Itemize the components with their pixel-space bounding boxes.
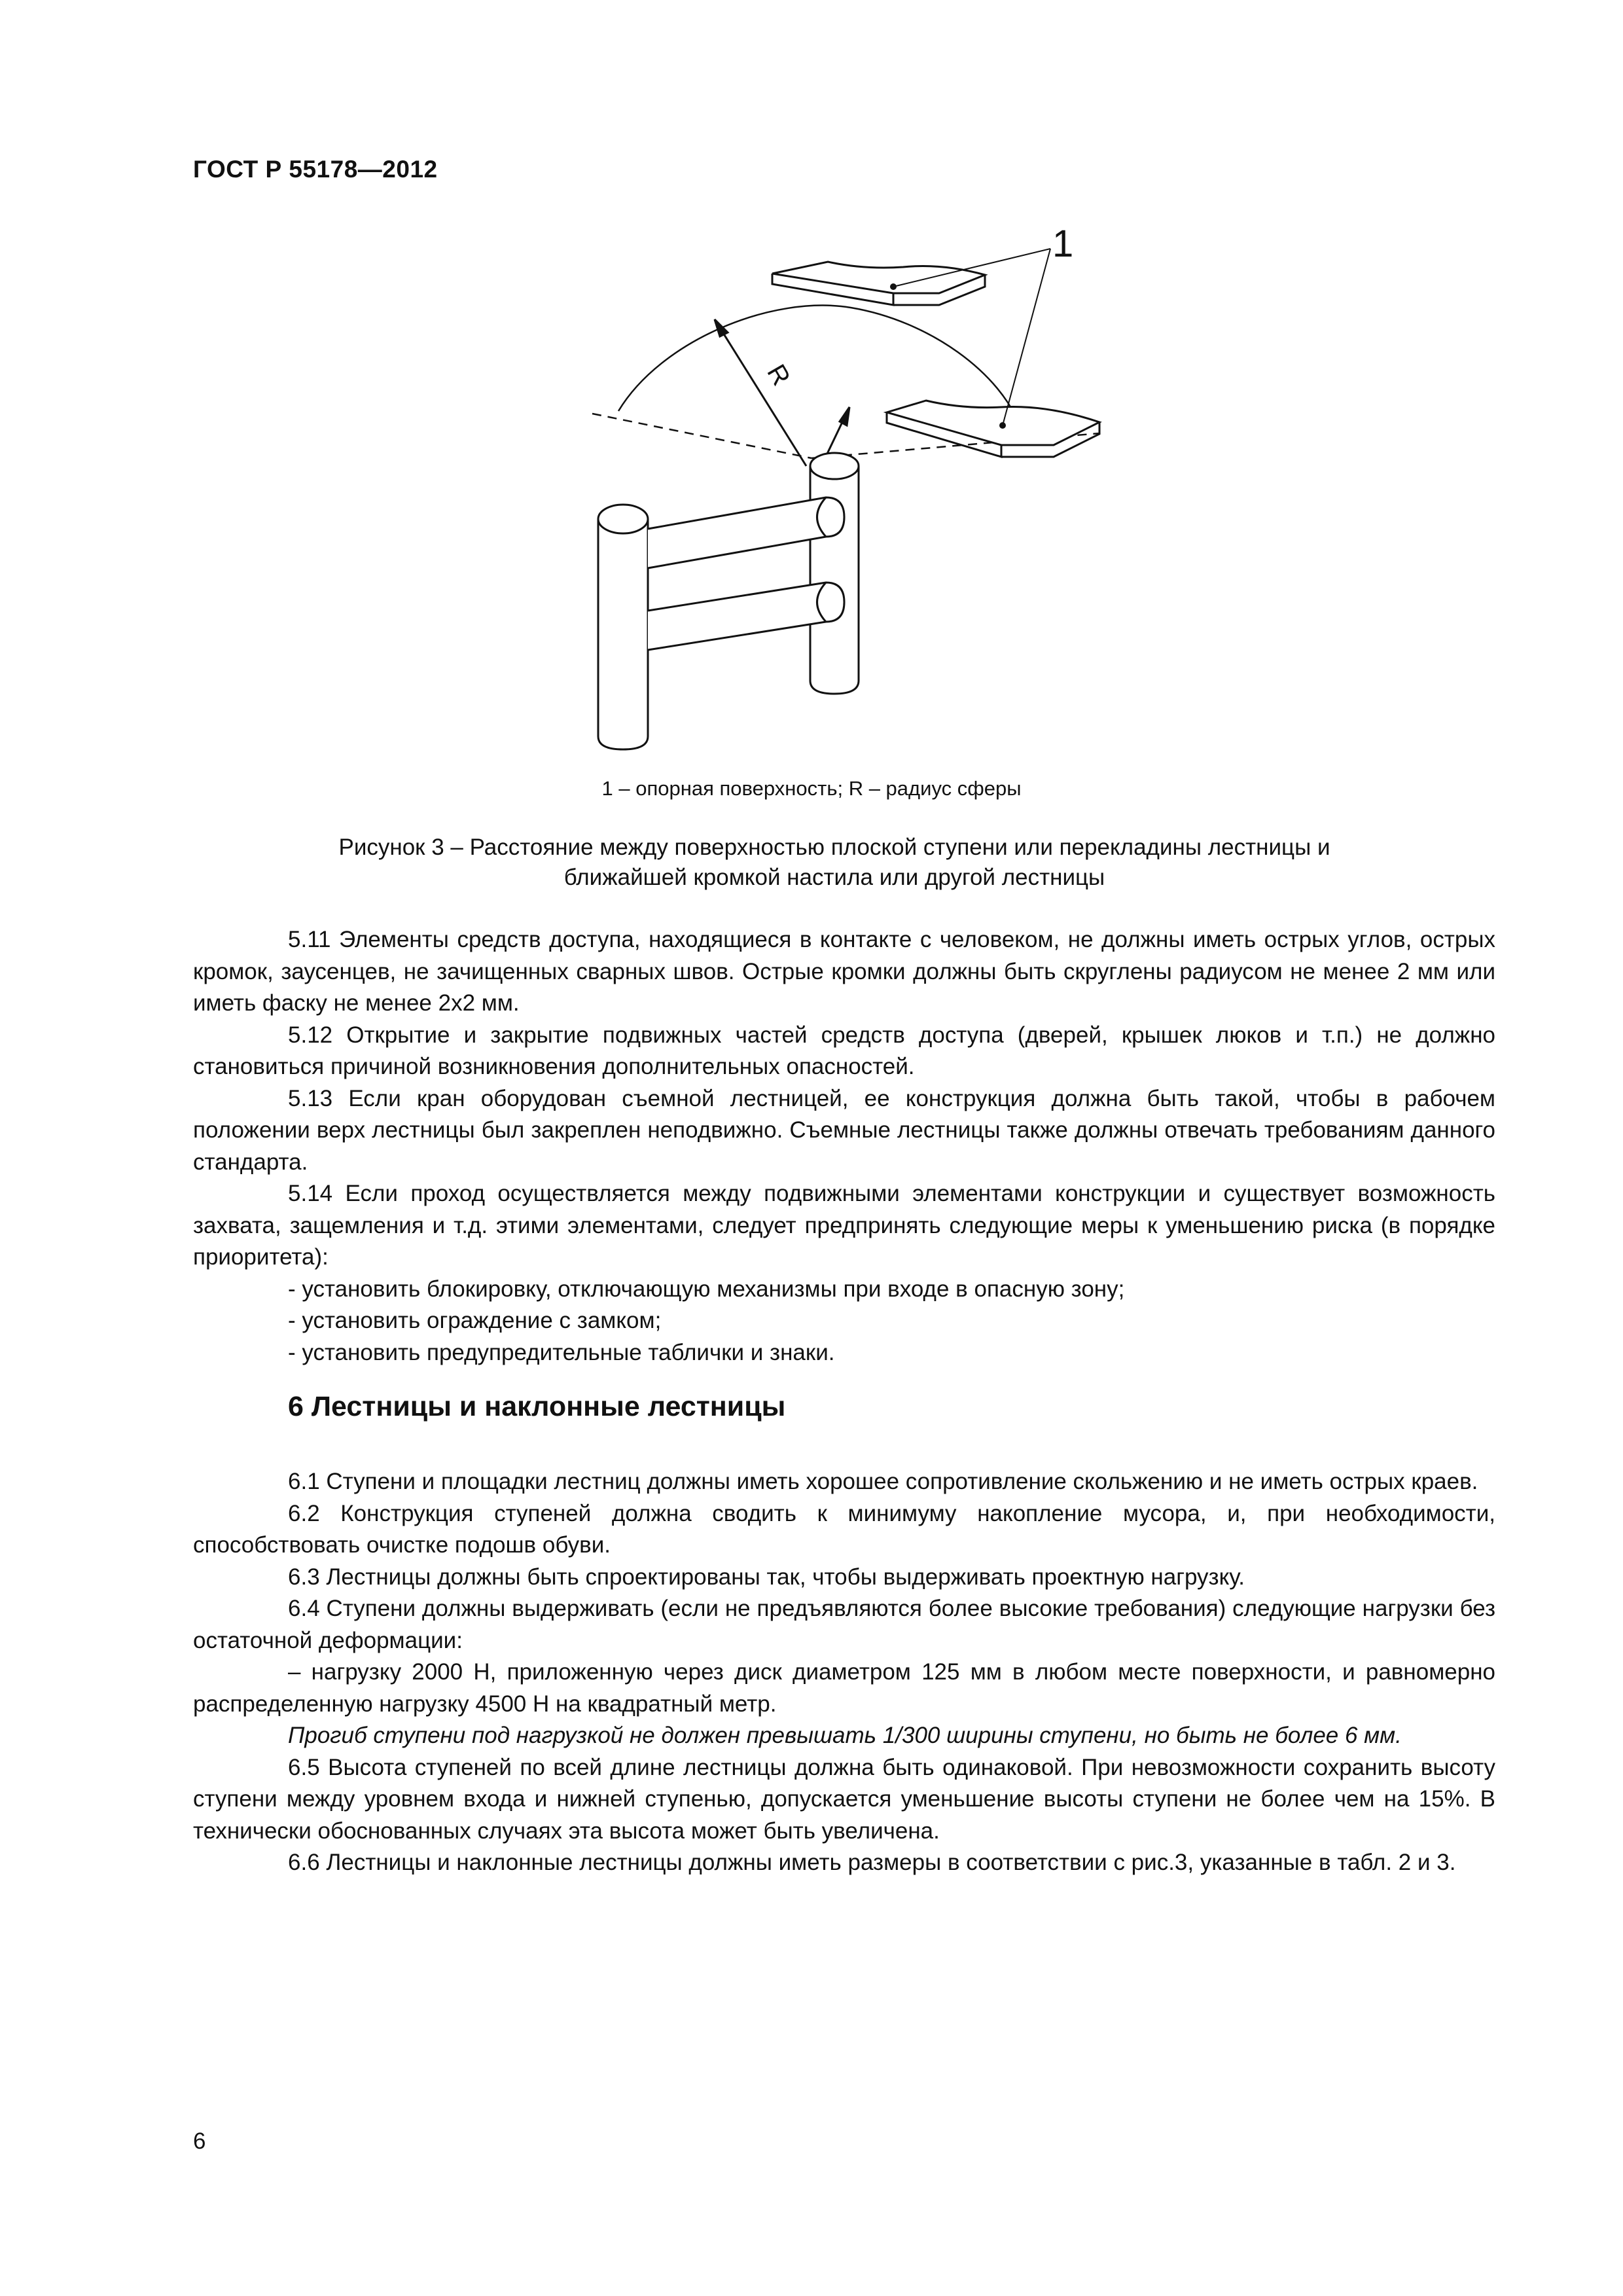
section6-text (193, 1466, 1495, 1879)
measure-item-2: - установить ограждение с замком; (288, 1308, 662, 1333)
page-number: 6 (193, 2128, 206, 2154)
upper-support-surface (772, 262, 985, 293)
section5-text (193, 924, 1495, 1369)
measure-item-1: - установить блокировку, отключающую механизмы при входе в опасную зону; (288, 1276, 1125, 1302)
lower-support-surface (887, 401, 1099, 445)
figure-caption-line2: ближайшей кромкой настила или другой лестницы (563, 865, 1105, 890)
document-header: ГОСТ Р 55178—2012 (193, 156, 438, 183)
paragraph-6-4: 6.4 Ступени должны выдерживать (если не предъявляются более высокие требования) следующие нагрузки без остаточной деформации: (193, 1596, 1495, 1653)
paragraph-6-6: 6.6 Лестницы и наклонные лестницы должны иметь размеры в соответствии с рис.3, указанные в табл. 2 и 3. (288, 1850, 1456, 1875)
paragraph-6-2: 6.2 Конструкция ступеней должна сводить к минимуму накопление мусора, и, при необходимости, способствовать очистке подошв обуви. (193, 1500, 1495, 1558)
radius-label-R: R (761, 359, 796, 391)
measure-item-3: - установить предупредительные таблички и знаки. (288, 1339, 835, 1365)
figure-legend: 1 – опорная поверхность; R – радиус сферы (601, 777, 1022, 800)
figure-caption-line1: Рисунок 3 – Расстояние между поверхностью плоской ступени или перекладины лестницы и (338, 834, 1330, 860)
paragraph-6-5: 6.5 Высота ступеней по всей длине лестницы должна быть одинаковой. При невозможности сохранить высоту ступени между уровнем входа и нижней ступенью, допускается уменьшение высоты ступени не более чем на 15%. В технически обоснованных случаях эта высота может быть увеличена. (193, 1754, 1495, 1844)
figure-ladder-diagram (576, 216, 1152, 785)
paragraph-6-4-note: Прогиб ступени под нагрузкой не должен превышать 1/300 ширины ступени, но быть не более 6 мм. (288, 1723, 1402, 1748)
paragraph-5-14: 5.14 Если проход осуществляется между подвижными элементами конструкции и существует возможность захвата, защемления и т.д. этими элементами, следует предпринять следующие меры к уменьшению риска (в порядке приоритета): (193, 1181, 1495, 1270)
paragraph-6-1: 6.1 Ступени и площадки лестниц должны иметь хорошее сопротивление скольжению и не иметь острых краев. (288, 1469, 1478, 1494)
front-post (598, 519, 648, 749)
paragraph-5-12: 5.12 Открытие и закрытие подвижных частей средств доступа (дверей, крышек люков и т.п.) не должно становиться причиной возникновения дополнительных опасностей. (193, 1022, 1495, 1079)
ladder-sphere-drawing (576, 216, 1152, 785)
callout-number-1: 1 (1052, 223, 1074, 265)
paragraph-5-13: 5.13 Если кран оборудован съемной лестницей, ее конструкция должна быть такой, чтобы в рабочем положении верх лестницы был закреплен неподвижно. Съемные лестницы также должны отвечать требованиям данного стандарта. (193, 1085, 1495, 1175)
paragraph-6-4-load: – нагрузку 2000 Н, приложенную через диск диаметром 125 мм в любом месте поверхности, и равномерно распределенную нагрузку 4500 Н на квадратный метр. (193, 1659, 1495, 1717)
paragraph-6-3: 6.3 Лестницы должны быть спроектированы так, чтобы выдерживать проектную нагрузку. (288, 1564, 1245, 1590)
figure-caption (196, 833, 1472, 893)
paragraph-5-11: 5.11 Элементы средств доступа, находящиеся в контакте с человеком, не должны иметь острых углов, острых кромок, заусенцев, не зачищенных сварных швов. Острые кромки должны быть скруглены радиусом не менее 2 мм или иметь фаску не менее 2х2 мм. (193, 927, 1495, 1016)
radius-arrow-R (715, 319, 806, 466)
leader-line-1b (1003, 249, 1050, 425)
section-6-title: 6 Лестницы и наклонные лестницы (288, 1391, 786, 1422)
